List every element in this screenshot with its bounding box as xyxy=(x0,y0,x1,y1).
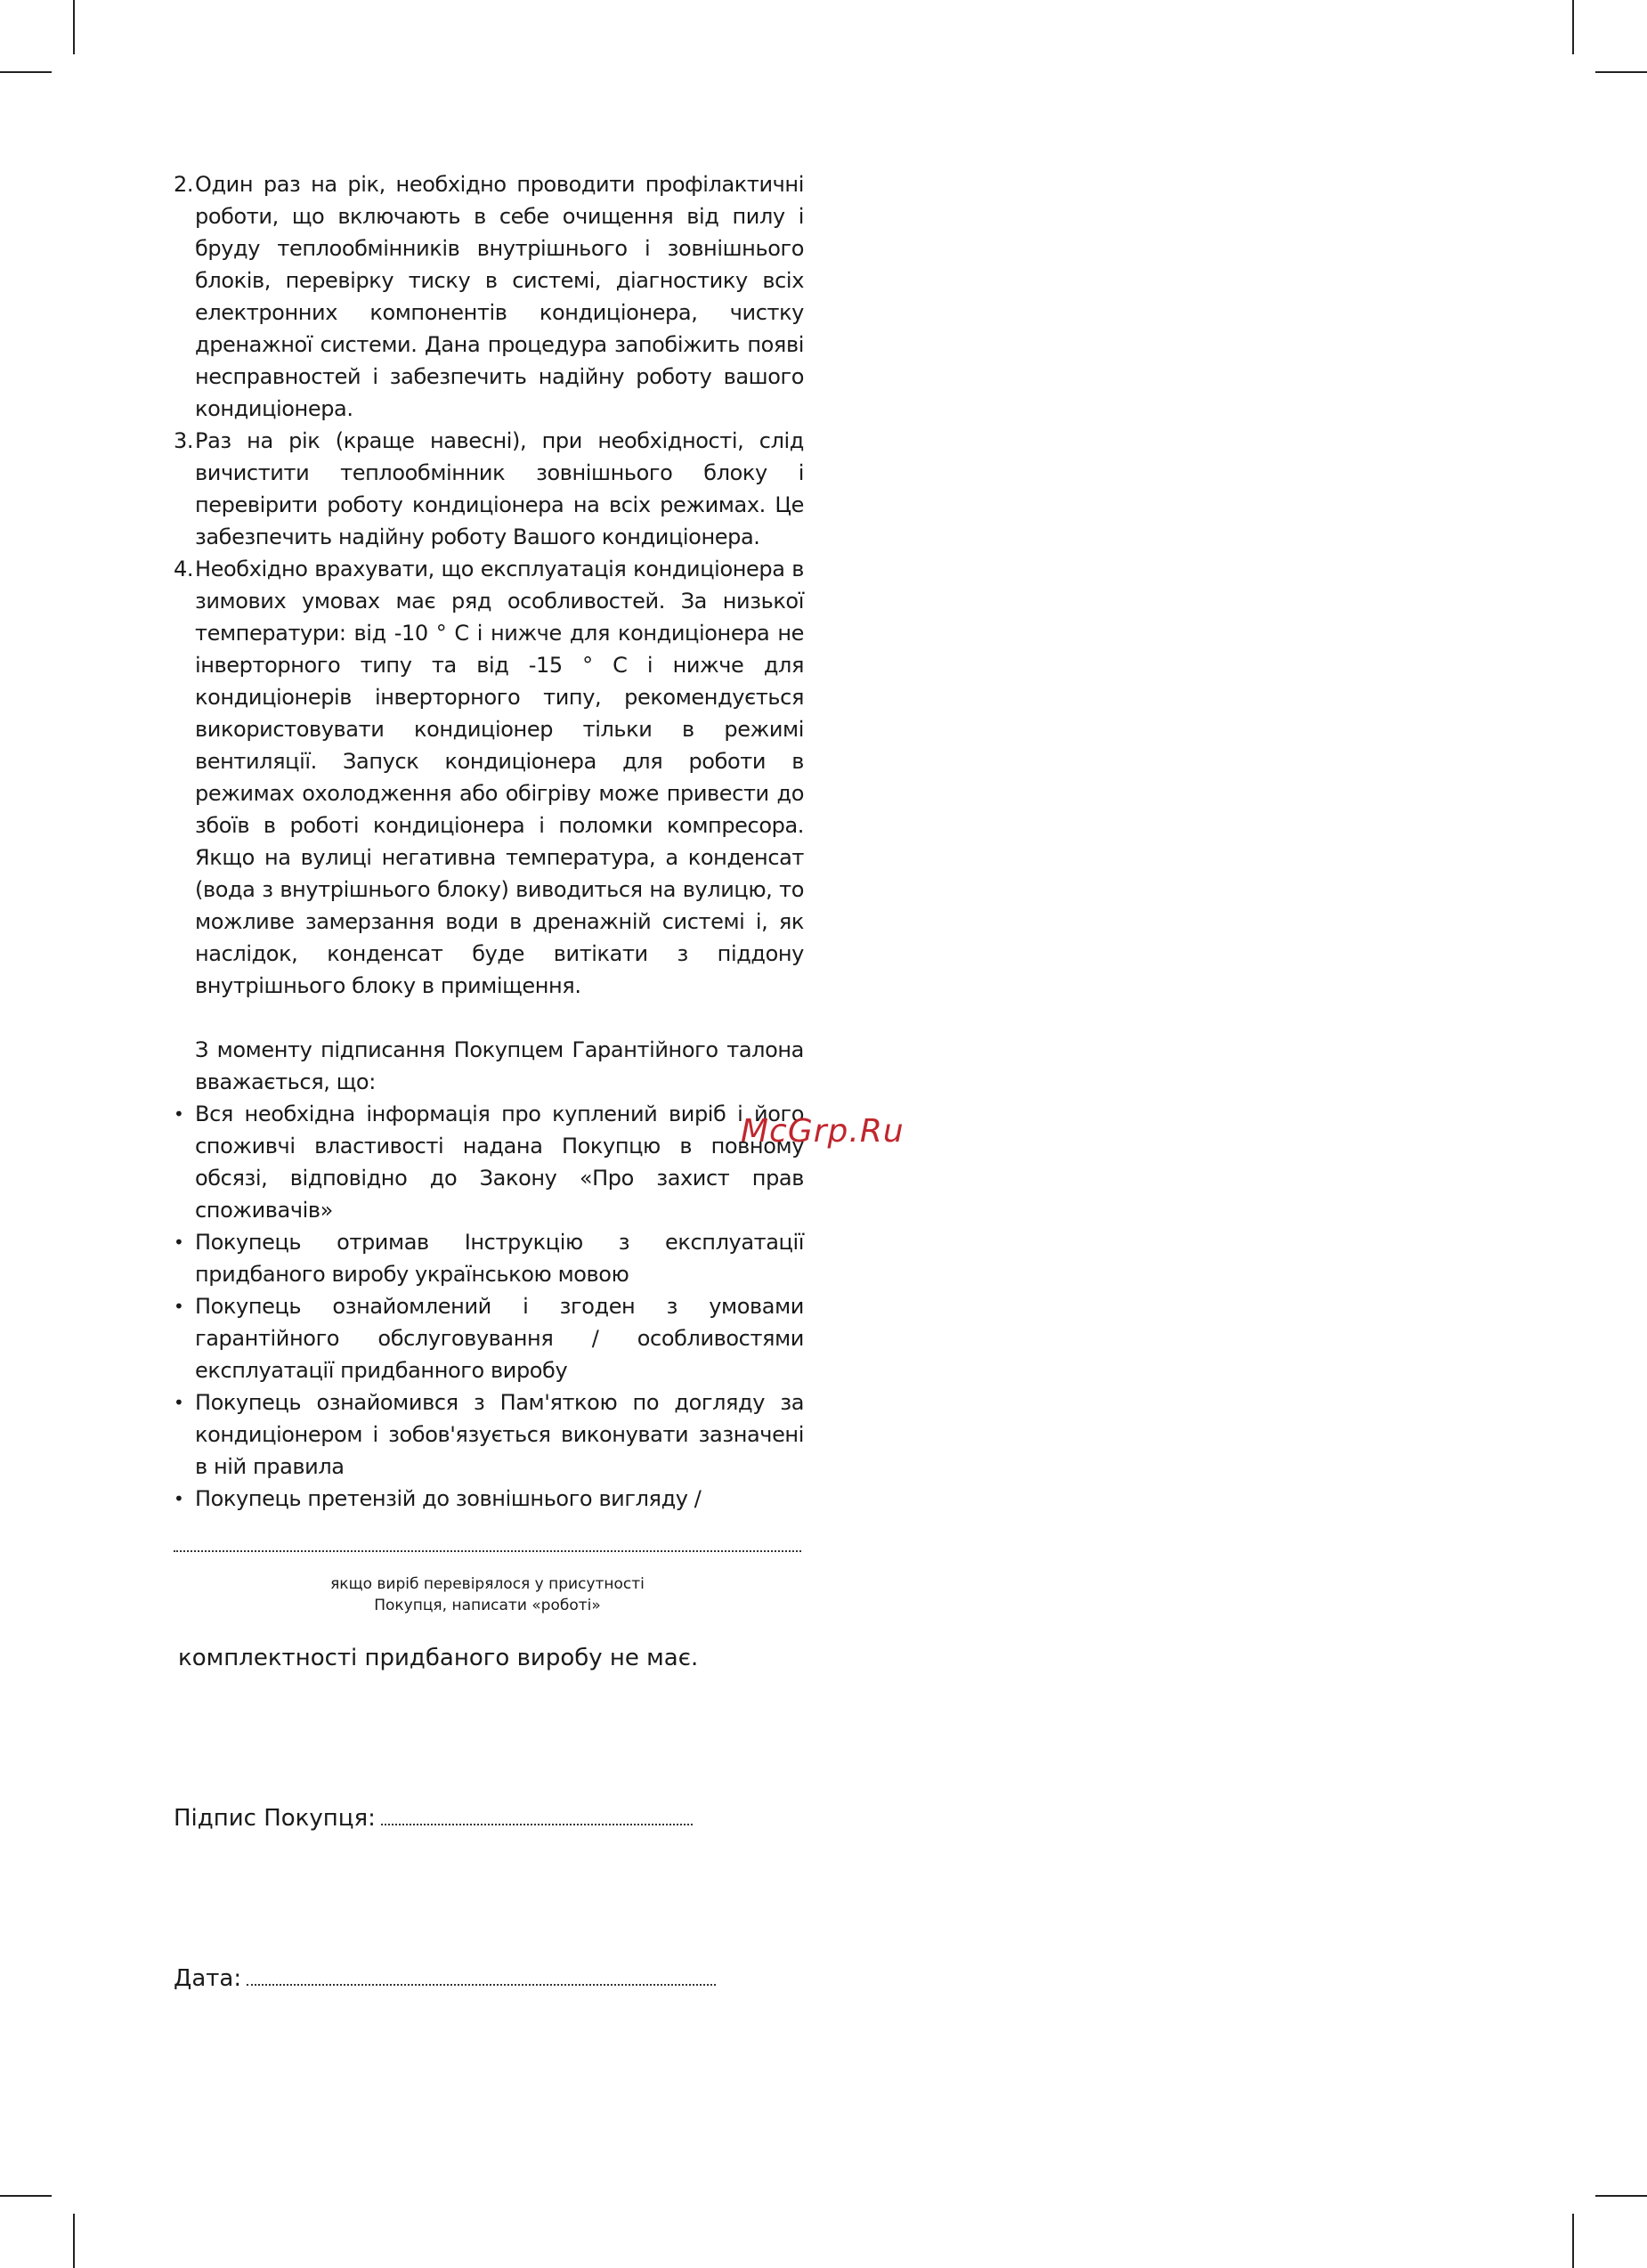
caption-line-2: Покупця, написати «роботі» xyxy=(374,1597,601,1614)
crop-mark-top-right-h xyxy=(1595,71,1647,73)
item-number: 4. xyxy=(174,557,194,581)
item-number: 3. xyxy=(174,428,194,453)
bullet-item xyxy=(174,1290,804,1386)
bullet-text: Покупець ознайомлений і згоден з умовами гарантійного обслуговування / особливостями експлуатації придбанного виробу xyxy=(195,1294,804,1383)
item-text: Необхідно врахувати, що експлуатація кондиціонера в зимових умовах має ряд особливостей. За низької температури: від -10 ° C і нижче для кондиціонера не інверторного типу та від -15 ° C і нижче для кондиціонерів інверторного типу, рекомендується використовувати кондиціонер тільки в режимі вентиляції. Запуск кондиціонера для роботи в режимах охолодження або обігріву може привести до збоїв в роботі кондиціонера і поломки компресора. Якщо на вулиці негативна температура, а конденсат (вода з внутрішнього блоку) виводиться на вулицю, то можливе замерзання води в дренажній системі і, як наслідок, конденсат буде витікати з піддону внутрішнього блоку в приміщення. xyxy=(195,557,804,998)
signature-dotted-line[interactable] xyxy=(381,1802,693,1825)
crop-mark-bottom-right xyxy=(1572,2214,1574,2268)
watermark-logo: McGrp.Ru xyxy=(741,1113,905,1150)
bullet-text: Покупець отримав Інструкцію з експлуатації придбаного виробу українською мовою xyxy=(195,1230,804,1287)
date-label: Дата: xyxy=(174,1965,242,1992)
bullet-dot: • xyxy=(174,1103,184,1125)
crop-mark-bottom-right-h xyxy=(1595,2195,1647,2197)
bullet-item xyxy=(174,1226,804,1290)
numbered-item-2 xyxy=(174,168,804,425)
signature-label: Підпис Покупця: xyxy=(174,1805,376,1832)
date-field xyxy=(174,1963,716,1995)
bullet-item xyxy=(174,1386,804,1483)
item-text: Один раз на рік, необхідно проводити профілактичні роботи, що включають в себе очищення від пилу і бруду теплообмінників внутрішнього і зовнішнього блоків, перевірку тиску в системі, діагностику всіх електронних компонентів кондиціонера, чистку дренажної системи. Дана процедура запобіжить появі несправностей і забезпечить надійну роботу вашого кондиціонера. xyxy=(195,172,804,421)
bullet-dot: • xyxy=(174,1296,184,1317)
fill-in-dotted-line[interactable] xyxy=(174,1550,801,1552)
fill-in-caption xyxy=(174,1573,801,1616)
crop-mark-bottom-left xyxy=(73,2214,75,2268)
crop-mark-top-left-h xyxy=(0,71,52,73)
bullet-dot: • xyxy=(174,1392,184,1413)
bullet-text: Вся необхідна інформація про куплений виріб і його споживчі властивості надана Покупцю в повному обсязі, відповідно до Закону «Про захист прав споживачів» xyxy=(195,1101,804,1223)
crop-mark-top-right xyxy=(1572,0,1574,54)
item-text: Раз на рік (краще навесні), при необхідності, слід вичистити теплообмінник зовнішнього блоку і перевірити роботу кондиціонера на всіх режимах. Це забезпечить надійну роботу Вашого кондиціонера. xyxy=(195,428,804,549)
crop-mark-top-left xyxy=(73,0,75,54)
numbered-item-3 xyxy=(174,425,804,553)
bullet-text: Покупець претензій до зовнішнього вигляду / xyxy=(195,1486,702,1511)
signature-field xyxy=(174,1802,693,1834)
main-text-block xyxy=(174,168,804,1515)
caption-line-1: якщо виріб перевірялося у присутності xyxy=(330,1575,645,1593)
date-dotted-line[interactable] xyxy=(247,1963,716,1986)
bullet-text: Покупець ознайомився з Пам'яткою по догляду за кондиціонером і зобов'язується виконувати зазначені в ній правила xyxy=(195,1390,804,1479)
bullet-item xyxy=(174,1098,804,1226)
completeness-statement: комплектності придбаного виробу не має. xyxy=(178,1645,699,1671)
numbered-item-4 xyxy=(174,553,804,1002)
bullet-item xyxy=(174,1483,804,1515)
bullet-dot: • xyxy=(174,1488,184,1509)
intro-paragraph: З моменту підписання Покупцем Гарантійного талона вважається, що: xyxy=(195,1037,804,1094)
spacer xyxy=(174,1002,804,1034)
bullet-dot: • xyxy=(174,1232,184,1253)
crop-mark-bottom-left-h xyxy=(0,2195,52,2197)
item-number: 2. xyxy=(174,172,194,197)
